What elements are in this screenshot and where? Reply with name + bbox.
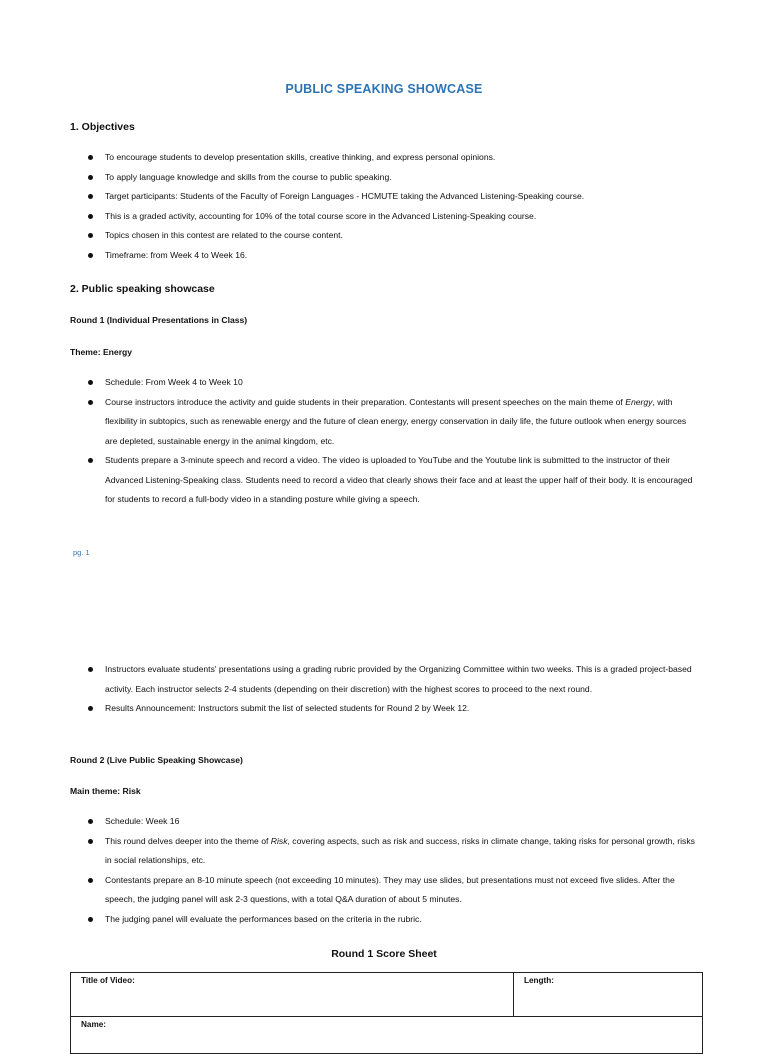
title-of-video-cell[interactable]	[71, 973, 514, 1017]
list-item: Students prepare a 3-minute speech and record a video. The video is uploaded to YouTube and the Youtube link is submitted to the instructor of their Advanced Listening-Speaking class. Students need to record a video that clearly shows their face and at least the upper half of their body. It is encouraged for students to record a full-body video in a standing posture while giving a speech.	[70, 451, 700, 510]
objectives-list	[70, 148, 700, 265]
score-sheet-table	[70, 972, 703, 1054]
round1-heading: Round 1 (Individual Presentations in Class)	[70, 315, 248, 325]
round1-theme: Theme: Energy	[70, 347, 133, 357]
title-of-video-label: Title of Video:	[81, 976, 135, 985]
list-item: To apply language knowledge and skills from the course to public speaking.	[70, 168, 700, 188]
list-item: Schedule: From Week 4 to Week 10	[70, 373, 700, 393]
showcase-heading: 2. Public speaking showcase	[70, 283, 215, 295]
round1-list	[70, 373, 700, 510]
list-item: Schedule: Week 16	[70, 812, 700, 832]
text-segment: , covering aspects, such as risk and success, risks in climate change, taking risks for personal growth, risks in social relationships, etc.	[105, 835, 695, 865]
objectives-heading: 1. Objectives	[70, 121, 135, 133]
score-sheet-title: Round 1 Score Sheet	[331, 948, 437, 960]
emphasis-risk: Risk	[270, 835, 288, 846]
round1-list-continued	[70, 660, 700, 719]
list-item: The judging panel will evaluate the performances based on the criteria in the rubric.	[70, 910, 700, 930]
list-item: To encourage students to develop presentation skills, creative thinking, and express personal opinions.	[70, 148, 700, 168]
list-item: Target participants: Students of the Faculty of Foreign Languages - HCMUTE taking the Advanced Listening-Speaking course.	[70, 187, 700, 207]
list-item: Contestants prepare an 8-10 minute speech (not exceeding 10 minutes). They may use slides, but presentations must not exceed five slides. After the speech, the judging panel will ask 2-3 questions, with a total Q&A duration of about 5 minutes.	[70, 871, 700, 910]
text-segment: Course instructors introduce the activity and guide students in their preparation. Contestants will present speeches on the main theme of	[105, 396, 626, 407]
round2-theme: Main theme: Risk	[70, 786, 141, 796]
round2-heading: Round 2 (Live Public Speaking Showcase)	[70, 755, 243, 765]
round2-list	[70, 812, 700, 929]
name-label: Name:	[81, 1020, 107, 1029]
length-cell[interactable]	[514, 973, 703, 1017]
name-cell[interactable]	[71, 1017, 703, 1054]
list-item: Results Announcement: Instructors submit the list of selected students for Round 2 by Week 12.	[70, 699, 700, 719]
list-item: Timeframe: from Week 4 to Week 16.	[70, 246, 700, 266]
list-item: Instructors evaluate students' presentations using a grading rubric provided by the Organizing Committee within two weeks. This is a graded project-based activity. Each instructor selects 2-4 students (depending on their discretion) with the highest scores to proceed to the next round.	[70, 660, 700, 699]
list-item	[70, 393, 700, 452]
page-number: pg. 1	[73, 548, 90, 557]
text-segment: , with flexibility in subtopics, such as renewable energy and the future of clean energy, energy conservation in daily life, the future outlook when energy sources are depleted, sustainable energy in the animal kingdom, etc.	[105, 396, 687, 446]
emphasis-energy: Energy	[625, 396, 653, 407]
list-item: This is a graded activity, accounting for 10% of the total course score in the Advanced Listening-Speaking course.	[70, 207, 700, 227]
text-segment: This round delves deeper into the theme of	[105, 835, 271, 846]
length-label: Length:	[524, 976, 555, 985]
list-item	[70, 832, 700, 871]
document-title: PUBLIC SPEAKING SHOWCASE	[285, 82, 483, 96]
list-item: Topics chosen in this contest are related to the course content.	[70, 226, 700, 246]
